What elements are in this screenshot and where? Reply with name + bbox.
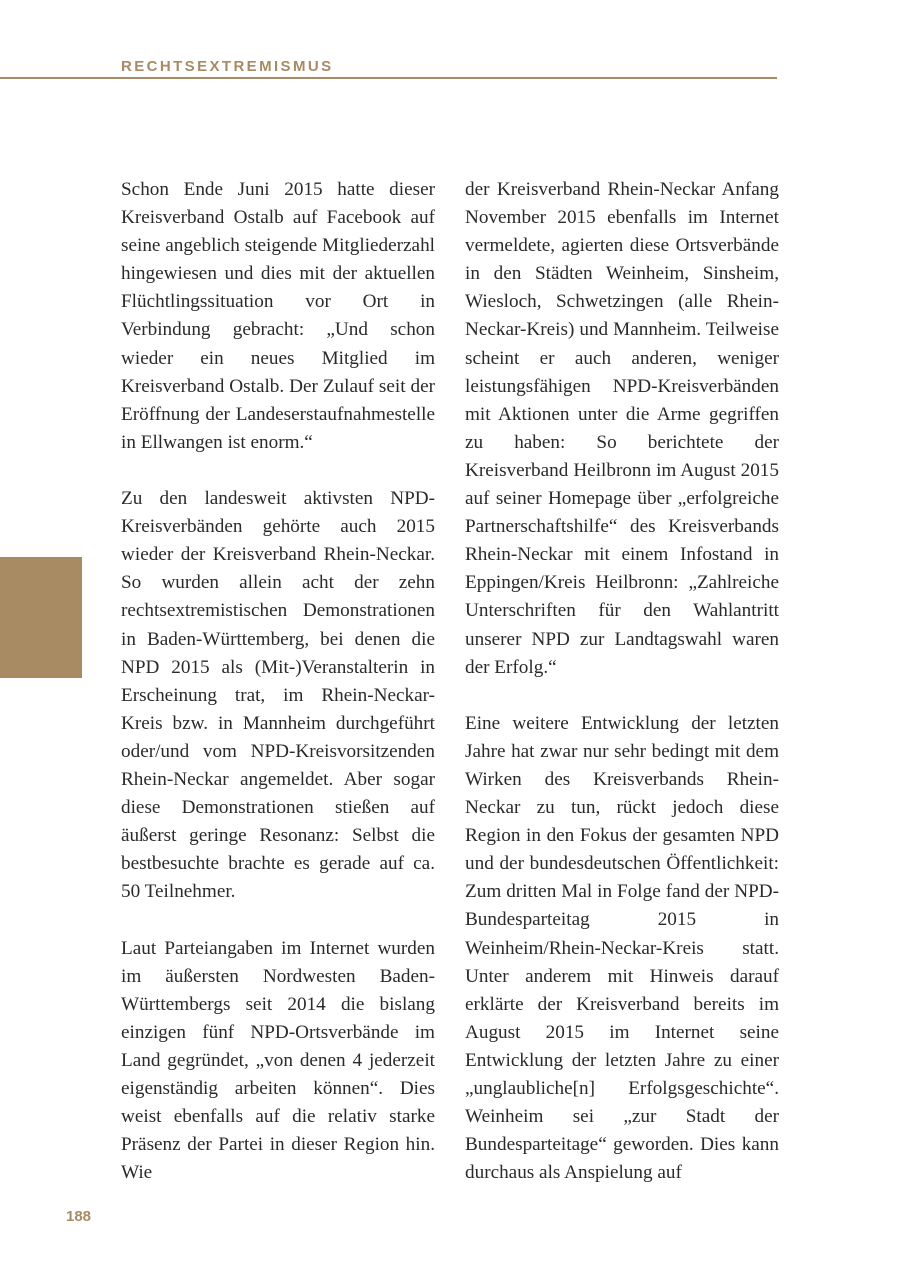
- chapter-side-tab: [0, 557, 82, 678]
- paragraph: Laut Parteiangaben im Internet wurden im äußersten Nordwesten Baden-Württembergs seit 2014 die bislang einzigen fünf NPD-Ortsverbände im Land gegründet, „von denen 4 jederzeit eigenständig arbeiten können“. Dies weist ebenfalls auf die relativ starke Präsenz der Partei in dieser Region hin. Wie: [121, 937, 435, 1184]
- paragraph: Eine weitere Entwicklung der letzten Jahre hat zwar nur sehr bedingt mit dem Wirken des Kreisverbands Rhein-Neckar zu tun, rückt jedoch diese Region in den Fokus der gesamten NPD und der bundesdeutschen Öffentlichkeit: Zum dritten Mal in Folge fand der NPD-Bundesparteitag 2015 in Weinheim/Rhein-Neckar-Kreis statt. Unter anderem mit Hinweis darauf erklärte der Kreisverband bereits im August 2015 im Internet seine Entwicklung der letzten Jahre zu einer „unglaubliche[n] Erfolgsgeschichte“. Weinheim sei „zur Stadt der Bundesparteitage“ geworden. Dies kann durchaus als Anspielung auf: [465, 712, 779, 1184]
- paragraph: Schon Ende Juni 2015 hatte dieser Kreisverband Ostalb auf Facebook auf seine angeblich steigende Mitgliederzahl hingewiesen und dies mit der aktuellen Flüchtlingssituation vor Ort in Verbindung gebracht: „Und schon wieder ein neues Mitglied im Kreisverband Ostalb. Der Zulauf seit der Eröffnung der Landeserstaufnahmestelle in Ellwangen ist enorm.“: [121, 179, 435, 453]
- paragraph: Zu den landesweit aktivsten NPD-Kreisverbänden gehörte auch 2015 wieder der Kreisverband Rhein-Neckar. So wurden allein acht der zehn rechtsextremistischen Demonstrationen in Baden-Württemberg, bei denen die NPD 2015 als (Mit-)Veranstalterin in Erscheinung trat, im Rhein-Neckar-Kreis bzw. in Mannheim durchgeführt oder/und vom NPD-Kreisvorsitzenden Rhein-Neckar angemeldet. Aber sogar diese Demonstrationen stießen auf äußerst geringe Resonanz: Selbst die bestbesuchte brachte es gerade auf ca. 50 Teilnehmer.: [121, 488, 435, 903]
- paragraph: der Kreisverband Rhein-Neckar Anfang November 2015 ebenfalls im Internet vermeldete, agierten diese Ortsverbände in den Städten Weinheim, Sinsheim, Wiesloch, Schwetzingen (alle Rhein-Neckar-Kreis) und Mannheim. Teilweise scheint er auch anderen, weniger leistungsfähigen NPD-Kreisverbänden mit Aktionen unter die Arme gegriffen zu haben: So berichtete der Kreisverband Heilbronn im August 2015 auf seiner Homepage über „erfolgreiche Partnerschaftshilfe“ des Kreisverbands Rhein-Neckar mit einem Infostand in Eppingen/Kreis Heilbronn: „Zahlreiche Unterschriften für den Wahlantritt unserer NPD zur Landtagswahl waren der Erfolg.“: [465, 179, 779, 678]
- header-rule: [0, 77, 777, 79]
- text-column-left: [121, 176, 435, 1187]
- running-title: RECHTSEXTREMISMUS: [121, 58, 334, 75]
- text-column-right: [465, 176, 779, 1187]
- page-number: 188: [66, 1208, 92, 1225]
